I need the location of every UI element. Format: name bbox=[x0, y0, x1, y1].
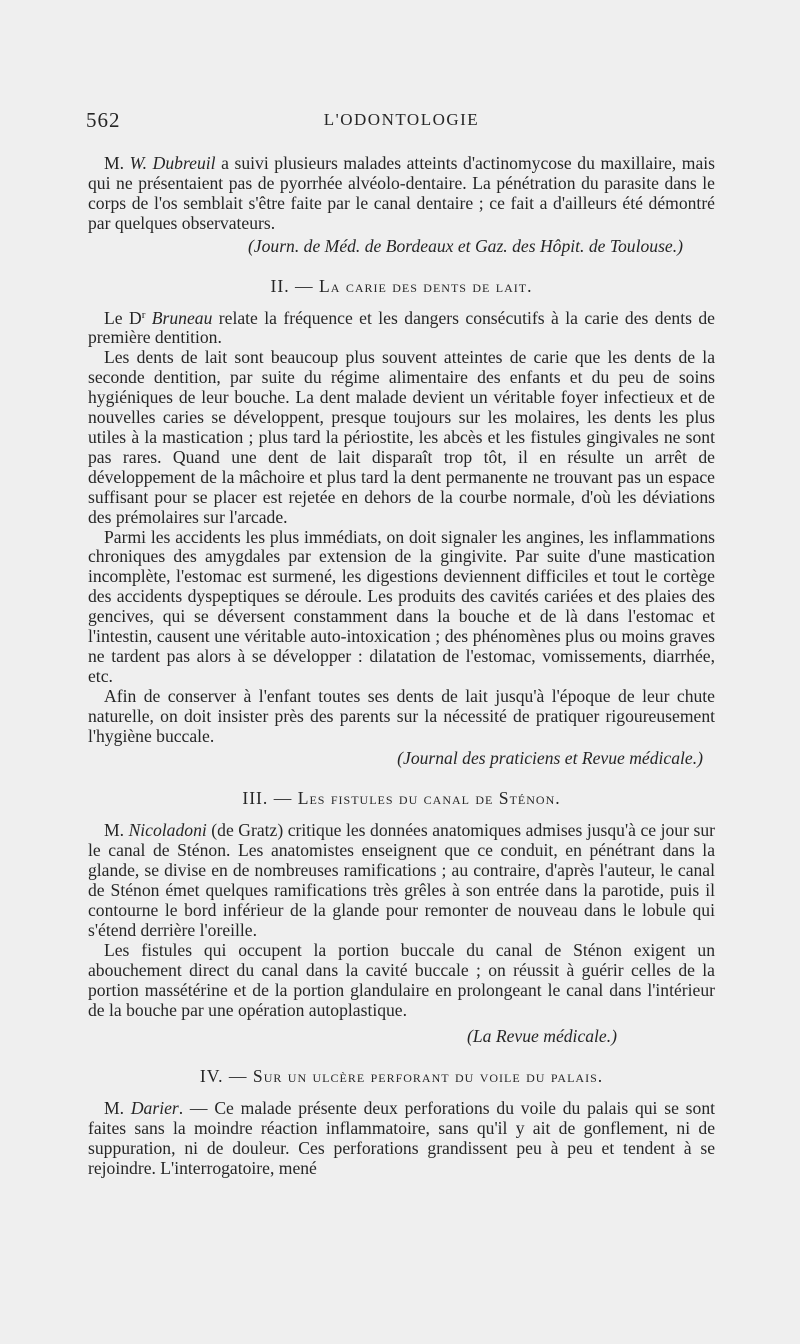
paragraph-nicoladoni: M. Nicoladoni (de Gratz) critique les données anatomiques admises jusqu'à ce jour sur le canal de Sténon. Les anatomistes enseignent que ce conduit, en pénétrant dans la glande, se divise en de nombreuses ramifications ; au contraire, d'après l'auteur, le canal de Sténon émet quelques ramifications très grêles à son entrée dans la parotide, puis il contourne le bord inférieur de la glande pour remonter de nouveau dans le lobule qui s'étend derrière l'oreille. bbox=[88, 820, 715, 940]
paragraph-darier: M. Darier. — Ce malade présente deux perforations du voile du palais qui se sont faites sans la moindre réaction inflammatoire, sans qu'il y ait de gonflement, ni de suppuration, ni de douleur. Ces perforations grandissent peu à peu et tendent à se rejoindre. L'interrogatoire, mené bbox=[88, 1098, 716, 1179]
paragraph-conserver: Afin de conserver à l'enfant toutes ses dents de lait jusqu'à l'époque de leur chute naturelle, on doit insister près des parents sur la nécessité de pratiquer rigoureusement l'hygiène buccale. bbox=[88, 685, 715, 746]
author-name: W. Dubreuil bbox=[129, 153, 216, 173]
section-title-fistules: III. — Les fistules du canal de Sténon. bbox=[242, 788, 561, 809]
author-name: Darier bbox=[130, 1098, 179, 1119]
paragraph-dubreuil bbox=[88, 154, 715, 234]
source-citation: (La Revue médicale.) bbox=[467, 1026, 617, 1047]
source-citation: (Journal des praticiens et Revue médicale.) bbox=[397, 748, 703, 769]
paragraph-bruneau: Le $D^r$ Bruneau relate la fréquence et les dangers consécutifs à la carie des dents de première dentition. bbox=[88, 307, 715, 348]
author-name: Nicoladoni bbox=[128, 820, 207, 841]
paragraph-dents-de-lait: Les dents de lait sont beaucoup plus souvent atteintes de carie que les dents de la seconde dentition, par suite du régime alimentaire des enfants et du peu de soins hygiéniques de leur bouche. La dent malade devient un véritable foyer infectieux et de nouvelles caries se développent, presque toujours sur les molaires, les dents les plus utiles à la mastication ; plus tard la périostite, les abcès et les fistules gingivales ne sont pas rares. Quand une dent de lait disparaît trop tôt, il en résulte un arrêt de développement de la mâchoire et plus tard la dent permanente ne trouvant pas un espace suffisant pour se placer est rejetée en dehors de la courbe normale, d'où les déviations des prémolaires sur l'arcade. bbox=[88, 347, 715, 527]
author-name: Bruneau bbox=[145, 307, 213, 328]
paragraph-text: a suivi plusieurs malades atteints d'actinomycose du maxillaire, mais qui ne présentaient pas de pyorrhée alvéolo-dentaire. La pénétration du parasite dans le corps de l'os semblait s'être faite par le canal dentaire ; ce fait a d'ailleurs été démontré par quelques observateurs. bbox=[88, 153, 715, 233]
section-title-carie: II. — La carie des dents de lait. bbox=[270, 275, 533, 296]
author-prefix: M. bbox=[104, 153, 130, 173]
running-head bbox=[88, 108, 715, 138]
section-title-ulcere: IV. — Sur un ulcère perforant du voile du palais. bbox=[199, 1066, 604, 1087]
paragraph-fistules-buccales: Les fistules qui occupent la portion buccale du canal de Sténon exigent un abouchement direct du canal dans la cavité buccale ; on réussit à guérir celles de la portion massétérine et de la portion glandulaire en prolongeant le canal dans l'intérieur de la bouche par une opération autoplastique. bbox=[88, 939, 715, 1020]
page-number: 562 bbox=[86, 108, 121, 132]
page-content bbox=[88, 108, 715, 1179]
paragraph-accidents: Parmi les accidents les plus immédiats, on doit signaler les angines, les inflammations chroniques des amygdales par extension de la gingivite. Par suite d'une mastication incomplète, l'estomac est surmené, les digestions deviennent difficiles et tout le cortège des accidents dyspeptiques se déroule. Les produits des cavités cariées et des plaies des gencives, qui se déversent constamment dans la bouche et de là dans l'estomac et l'intestin, causent une véritable auto-intoxication ; des phénomènes plus ou moins graves ne tardent pas alors à se développer : dilatation de l'estomac, vomissements, diarrhée, etc. bbox=[88, 526, 715, 686]
source-citation: (Journ. de Méd. de Bordeaux et Gaz. des Hôpit. de Toulouse.) bbox=[247, 235, 683, 256]
journal-title: L'ODONTOLOGIE bbox=[323, 110, 480, 129]
